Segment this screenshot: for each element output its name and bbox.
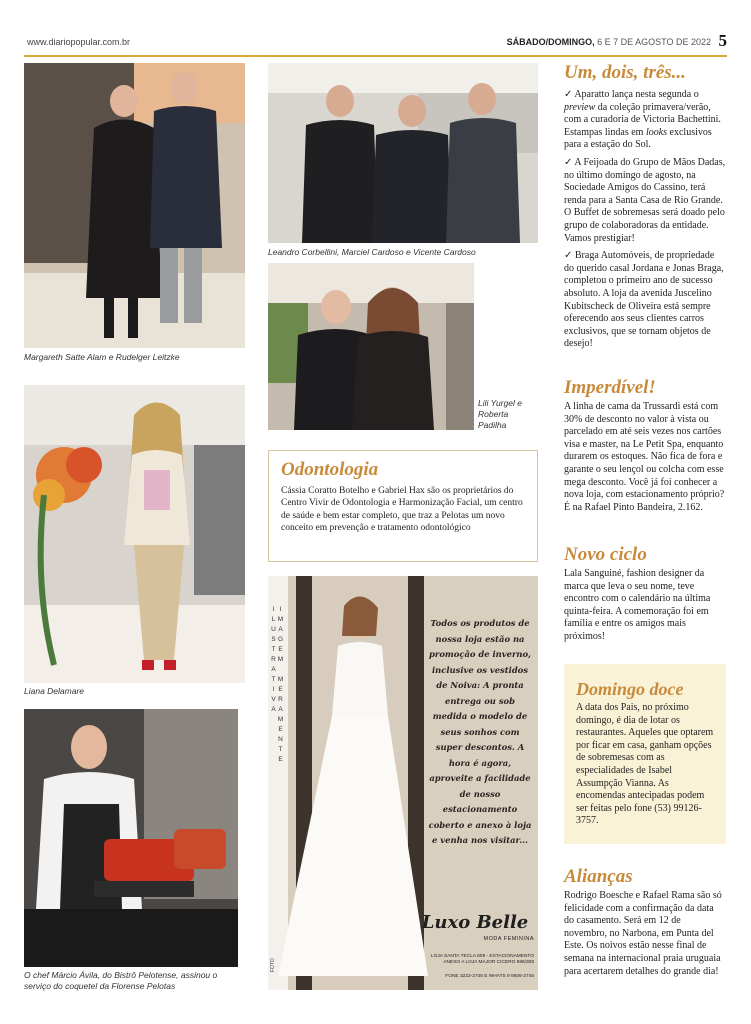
um-dois-bullet-3: ✓ Braga Automóveis, de propriedade do querido casal Jordana e Jonas Braga, completou o primeiro ano de sucesso absoluto. A loja da avenida Juscelino Kubitscheck de Oliveira está sempre oferecendo aos seus clientes carros exclusivos, que se tornam objetos de desejo! bbox=[564, 250, 724, 350]
aliancas-text: Rodrigo Boesche e Rafael Rama são só felicidade com a confirmação da data do casamento. Será em 12 de novembro, no Narbona, em Punta del Este. Os noivos estão nesse final de semana na internacional praia uruguaia para acertarem detalhes do grande dia! bbox=[564, 890, 722, 977]
section-aliancas bbox=[564, 866, 726, 978]
bullet-1-italic-2: looks bbox=[645, 126, 668, 138]
photo-liana bbox=[24, 385, 245, 683]
novo-ciclo-text: Lala Sanguiné, fashion designer da marca que leva o seu nome, teve encontro com o calendário na última quinta-feira. A comemoração foi em família e entre os amigos mais próximos! bbox=[564, 568, 711, 642]
photo-couple-illustration bbox=[24, 63, 245, 348]
ad-vertical-disclaimer: IMAGEM MERAMENTE ILUSTRATIVA bbox=[270, 606, 284, 766]
caption-chef: O chef Márcio Ávila, do Bistrô Pelotense, assinou o serviço do coquetel da Florense Pelotas bbox=[24, 970, 218, 991]
caption-lili: Lili Yurgel e Roberta Padilha bbox=[478, 398, 522, 430]
domingo-doce-title: Domingo doce bbox=[576, 679, 684, 699]
um-dois-bullet-1 bbox=[564, 89, 726, 152]
photo-lili-roberta bbox=[268, 263, 474, 430]
ad-photo-credit: FOTO bbox=[270, 958, 276, 972]
photo-two-women-illustration bbox=[268, 263, 474, 430]
odontologia-text: Cássia Coratto Botelho e Gabriel Hax são os proprietários do Centro Vivir de Odontologia e Harmonização Facial, um centro de saúde e bem estar completo, que traz a Pelotas um novo conceito em prevenção e tratamento odontológico bbox=[281, 486, 523, 534]
photo-chef bbox=[24, 709, 238, 967]
aliancas-title: Alianças bbox=[564, 866, 633, 887]
caption-liana: Liana Delamare bbox=[24, 686, 85, 696]
section-um-dois-tres bbox=[564, 62, 726, 351]
ad-promo-text: Todos os produtos de nossa loja estão na promoção de inverno, inclusive os vestidos de Noiva: A pronta entrega ou sob medida o modelo de seus sonhos com super descontos. A hora é agora, aproveite a facilidade de nosso estacionamento coberto e anexo à loja e venha nos visitar... bbox=[428, 618, 532, 845]
bullet-1-part-c: exclusivos para a estação do Sol. bbox=[564, 126, 712, 151]
dateline-day: SÁBADO/DOMINGO, bbox=[506, 37, 595, 47]
ad-phone: FONE 3222-2745 E WHATS 9 9926-2745 bbox=[445, 974, 534, 979]
bridal-ad bbox=[268, 576, 538, 990]
odontologia-box bbox=[268, 450, 538, 562]
imperdivel-title: Imperdível! bbox=[564, 377, 656, 398]
section-domingo-doce bbox=[564, 664, 726, 844]
domingo-doce-text: A data dos Pais, no próximo domingo, é dia de lotar os restaurantes. Aqueles que optarem por ficar em casa, ganham opções de sobremesas com as especialidades de Isabel Assumpção Vianna. As encomendas antecipadas podem ser feitas pelo fone (53) 99126-3757. bbox=[576, 702, 714, 827]
caption-leandro: Leandro Corbellini, Marciel Cardoso e Vicente Cardoso bbox=[268, 247, 476, 257]
odontologia-title: Odontologia bbox=[281, 459, 379, 480]
dateline-date: 6 E 7 DE AGOSTO DE 2022 bbox=[597, 37, 711, 47]
photo-liana-illustration bbox=[24, 385, 245, 683]
photo-chef-illustration bbox=[24, 709, 238, 967]
ad-address: LOJA SANTA TECLA 609 - ESTACIONAMENTO ANEXO A LOJA MAJOR CICERO 986/308 bbox=[430, 954, 534, 965]
photo-leandro-marciel-vicente bbox=[268, 63, 538, 243]
section-imperdivel bbox=[564, 377, 726, 514]
imperdivel-text: A linha de cama da Trussardi está com 30% de desconto no valor à vista ou parcelado em até seis vezes nos cartões visa e master, na Le Petit Spa, enquanto durarem os estoques. Não fica de fora e garante o seu lençol ou colcha com esse mega desconto. Você já foi conhecer a nova loja, com estacionamento próprio? É na Rafael Pinto Bandeira, 2.162. bbox=[564, 401, 725, 513]
bullet-1-italic: preview bbox=[564, 101, 596, 113]
bullet-1-part-b: da coleção primavera/verão, com a curadoria de Victoria Bachettini. Estampas lindas em bbox=[564, 101, 721, 138]
site-url: www.diariopopular.com.br bbox=[27, 37, 131, 47]
photo-margareth-rudelger bbox=[24, 63, 245, 348]
bullet-1-part-a: ✓ Aparatto lança nesta segunda o bbox=[564, 89, 699, 100]
ad-brand-logo: Luxo Belle bbox=[421, 912, 529, 933]
page-header bbox=[0, 0, 751, 58]
photo-three-men-illustration bbox=[268, 63, 538, 243]
caption-margareth: Margareth Satte Alam e Rudelger Leitzke bbox=[24, 352, 180, 362]
header-rule bbox=[24, 55, 727, 57]
ad-brand-sub: MODA FEMININA bbox=[483, 936, 534, 942]
dateline bbox=[507, 37, 711, 47]
novo-ciclo-title: Novo ciclo bbox=[564, 544, 647, 565]
section-novo-ciclo bbox=[564, 544, 726, 644]
um-dois-tres-title: Um, dois, três... bbox=[564, 62, 686, 83]
um-dois-bullet-2: ✓ A Feijoada do Grupo de Mãos Dadas, no último domingo de agosto, na Sociedade Amigos do Cassino, terá renda para a Santa Casa de Rio Grande. O Buffet de sobremesas será doado pelo grupo de colaboradoras da entidade. Vamos prestigiar! bbox=[564, 156, 726, 244]
page-number: 5 bbox=[718, 31, 727, 50]
